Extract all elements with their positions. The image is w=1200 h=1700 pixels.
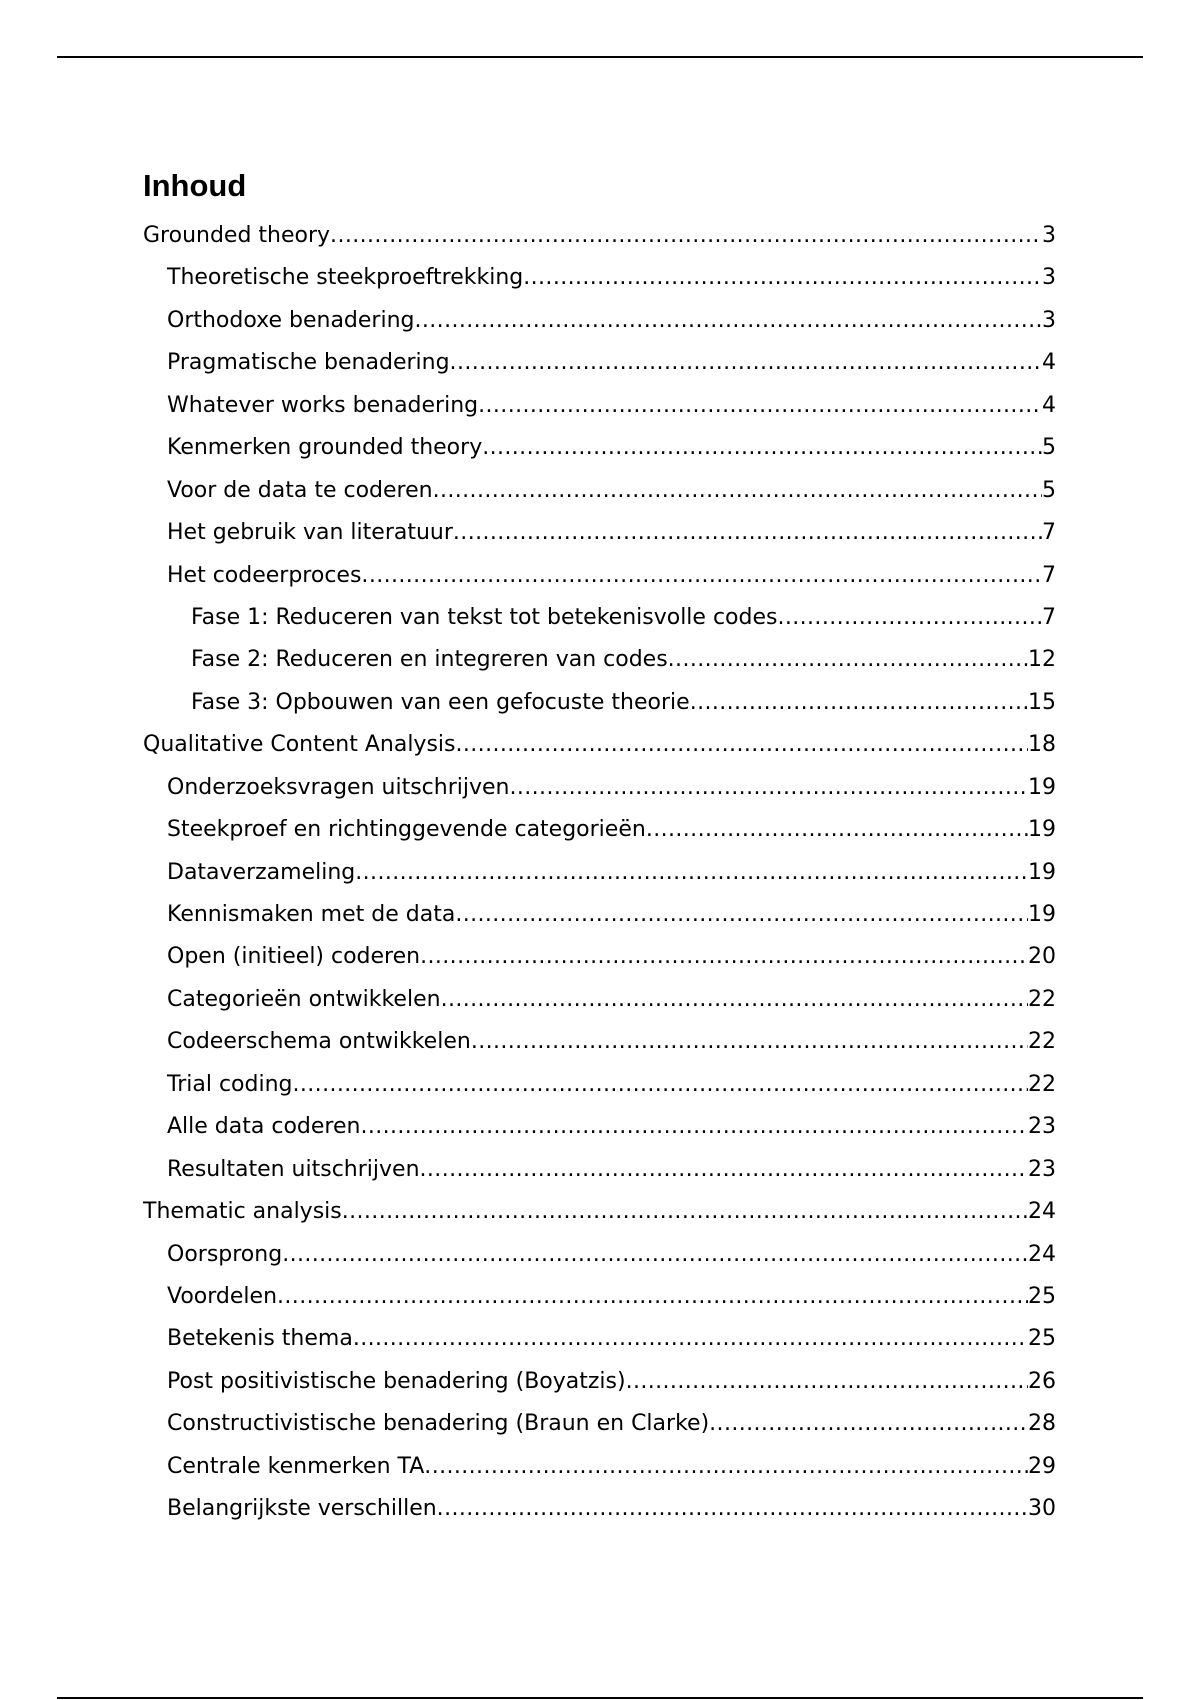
toc-entry-label: Kenmerken grounded theory	[167, 435, 483, 461]
toc-entry[interactable]	[143, 1064, 1056, 1106]
toc-entry-page-number: 22	[1028, 1071, 1056, 1097]
toc-entry[interactable]	[143, 1021, 1056, 1063]
toc-dot-leader	[450, 342, 1042, 384]
header-rule	[57, 56, 1143, 58]
toc-entry-page-number: 4	[1042, 392, 1056, 418]
toc-entry[interactable]	[143, 936, 1056, 978]
toc-entry-label: Het gebruik van literatuur	[167, 520, 453, 546]
toc-dot-leader	[360, 1106, 1028, 1148]
toc-entry-label: Constructivistische benadering (Braun en Clarke)	[167, 1411, 710, 1437]
toc-dot-leader	[523, 257, 1042, 299]
toc-dot-leader	[353, 1318, 1028, 1360]
toc-entry-label: Trial coding	[167, 1071, 293, 1097]
toc-entry-label: Centrale kenmerken TA	[167, 1453, 425, 1479]
table-of-contents	[143, 215, 1056, 1531]
toc-entry-label: Codeerschema ontwikkelen	[167, 1029, 471, 1055]
toc-entry[interactable]	[143, 894, 1056, 936]
toc-entry-page-number: 24	[1028, 1241, 1056, 1267]
toc-dot-leader	[471, 1021, 1028, 1063]
toc-entry[interactable]	[143, 809, 1056, 851]
toc-dot-leader	[690, 682, 1028, 724]
toc-entry-label: Fase 2: Reduceren en integreren van codes	[191, 647, 668, 673]
toc-entry[interactable]	[143, 342, 1056, 384]
toc-dot-leader	[456, 724, 1029, 766]
toc-entry-page-number: 3	[1042, 307, 1056, 333]
toc-entry[interactable]	[143, 1234, 1056, 1276]
toc-entry-label: Resultaten uitschrijven	[167, 1156, 420, 1182]
toc-entry-label: Alle data coderen	[167, 1114, 361, 1140]
toc-dot-leader	[777, 597, 1042, 639]
toc-dot-leader	[709, 1403, 1028, 1445]
toc-entry-label: Fase 3: Opbouwen van een gefocuste theorie	[191, 689, 690, 715]
toc-entry-page-number: 12	[1028, 647, 1056, 673]
toc-entry-label: Pragmatische benadering	[167, 350, 450, 376]
toc-entry[interactable]	[143, 1488, 1056, 1530]
toc-entry-page-number: 7	[1042, 562, 1056, 588]
toc-dot-leader	[441, 979, 1028, 1021]
toc-entry-page-number: 25	[1028, 1326, 1056, 1352]
toc-dot-leader	[420, 936, 1028, 978]
toc-dot-leader	[282, 1234, 1028, 1276]
toc-entry-label: Oorsprong	[167, 1241, 283, 1267]
toc-dot-leader	[482, 427, 1042, 469]
toc-entry[interactable]	[143, 639, 1056, 681]
toc-entry-page-number: 20	[1028, 944, 1056, 970]
toc-entry[interactable]	[143, 512, 1056, 554]
toc-dot-leader	[453, 512, 1042, 554]
toc-entry-page-number: 22	[1028, 1029, 1056, 1055]
toc-entry[interactable]	[143, 767, 1056, 809]
toc-entry-label: Steekproef en richtinggevende categorieën	[167, 817, 646, 843]
toc-entry-label: Belangrijkste verschillen	[167, 1496, 437, 1522]
toc-entry[interactable]	[143, 427, 1056, 469]
toc-entry[interactable]	[143, 1191, 1056, 1233]
toc-entry[interactable]	[143, 682, 1056, 724]
toc-entry[interactable]	[143, 1446, 1056, 1488]
toc-entry-page-number: 19	[1028, 817, 1056, 843]
toc-entry-page-number: 19	[1028, 774, 1056, 800]
toc-entry[interactable]	[143, 1276, 1056, 1318]
toc-entry-page-number: 28	[1028, 1411, 1056, 1437]
toc-entry[interactable]	[143, 1149, 1056, 1191]
toc-entry-page-number: 29	[1028, 1453, 1056, 1479]
toc-entry-page-number: 23	[1028, 1156, 1056, 1182]
toc-dot-leader	[415, 300, 1043, 342]
toc-entry-page-number: 18	[1028, 732, 1056, 758]
toc-entry-page-number: 19	[1028, 902, 1056, 927]
toc-entry-page-number: 4	[1042, 350, 1056, 376]
footer-rule	[57, 1697, 1143, 1699]
toc-entry-label: Grounded theory	[143, 223, 331, 248]
toc-dot-leader	[420, 1149, 1028, 1191]
toc-entry[interactable]	[143, 1361, 1056, 1403]
toc-entry-page-number: 5	[1042, 477, 1056, 503]
toc-dot-leader	[355, 852, 1028, 894]
toc-entry[interactable]	[143, 1403, 1056, 1445]
toc-entry-label: Open (initieel) coderen	[167, 944, 421, 970]
toc-dot-leader	[455, 894, 1028, 936]
toc-entry-page-number: 22	[1028, 986, 1056, 1012]
toc-entry-label: Voordelen	[167, 1283, 278, 1309]
toc-entry-page-number: 15	[1028, 689, 1056, 715]
toc-entry-label: Theoretische steekproeftrekking	[167, 265, 524, 291]
toc-entry-label: Categorieën ontwikkelen	[167, 986, 441, 1012]
toc-entry[interactable]	[143, 470, 1056, 512]
toc-entry[interactable]	[143, 257, 1056, 299]
toc-dot-leader	[277, 1276, 1028, 1318]
toc-entry[interactable]	[143, 1106, 1056, 1148]
toc-entry-label: Kennismaken met de data	[167, 902, 456, 927]
toc-entry-page-number: 7	[1042, 604, 1056, 630]
toc-entry[interactable]	[143, 724, 1056, 766]
toc-entry-page-number: 3	[1042, 265, 1056, 291]
toc-entry-page-number: 25	[1028, 1283, 1056, 1309]
toc-entry[interactable]	[143, 215, 1056, 257]
toc-dot-leader	[293, 1064, 1029, 1106]
toc-entry-page-number: 26	[1028, 1368, 1056, 1394]
toc-dot-leader	[424, 1446, 1028, 1488]
toc-entry-label: Onderzoeksvragen uitschrijven	[167, 774, 510, 800]
toc-entry-page-number: 3	[1042, 223, 1056, 248]
toc-dot-leader	[330, 215, 1042, 257]
toc-dot-leader	[433, 470, 1042, 512]
toc-entry-label: Whatever works benadering	[167, 392, 479, 418]
toc-dot-leader	[646, 809, 1028, 851]
toc-entry[interactable]	[143, 300, 1056, 342]
toc-entry-label: Thematic analysis	[143, 1199, 342, 1225]
toc-entry-page-number: 30	[1028, 1496, 1056, 1522]
toc-dot-leader	[437, 1488, 1028, 1530]
toc-entry-label: Het codeerproces	[167, 562, 362, 588]
toc-dot-leader	[668, 639, 1028, 681]
toc-entry[interactable]	[143, 385, 1056, 427]
toc-entry-label: Qualitative Content Analysis	[143, 732, 456, 758]
toc-dot-leader	[626, 1361, 1028, 1403]
toc-dot-leader	[478, 385, 1042, 427]
toc-entry-label: Fase 1: Reduceren van tekst tot betekenisvolle codes	[191, 604, 778, 630]
toc-entry-label: Voor de data te coderen	[167, 477, 433, 503]
toc-entry-page-number: 23	[1028, 1114, 1056, 1140]
toc-title: Inhoud	[143, 168, 247, 203]
toc-dot-leader	[361, 555, 1042, 597]
toc-entry-label: Dataverzameling	[167, 859, 356, 885]
toc-entry-label: Post positivistische benadering (Boyatzis)	[167, 1368, 626, 1394]
toc-entry[interactable]	[143, 979, 1056, 1021]
toc-entry-page-number: 7	[1042, 520, 1056, 546]
toc-entry-page-number: 5	[1042, 435, 1056, 461]
toc-entry-label: Orthodoxe benadering	[167, 307, 415, 333]
toc-entry[interactable]	[143, 555, 1056, 597]
toc-entry-label: Betekenis thema	[167, 1326, 353, 1352]
toc-entry-page-number: 24	[1028, 1199, 1056, 1225]
toc-dot-leader	[509, 767, 1028, 809]
toc-dot-leader	[342, 1191, 1028, 1233]
toc-entry[interactable]	[143, 597, 1056, 639]
toc-entry[interactable]	[143, 852, 1056, 894]
toc-entry[interactable]	[143, 1318, 1056, 1360]
toc-entry-page-number: 19	[1028, 859, 1056, 885]
